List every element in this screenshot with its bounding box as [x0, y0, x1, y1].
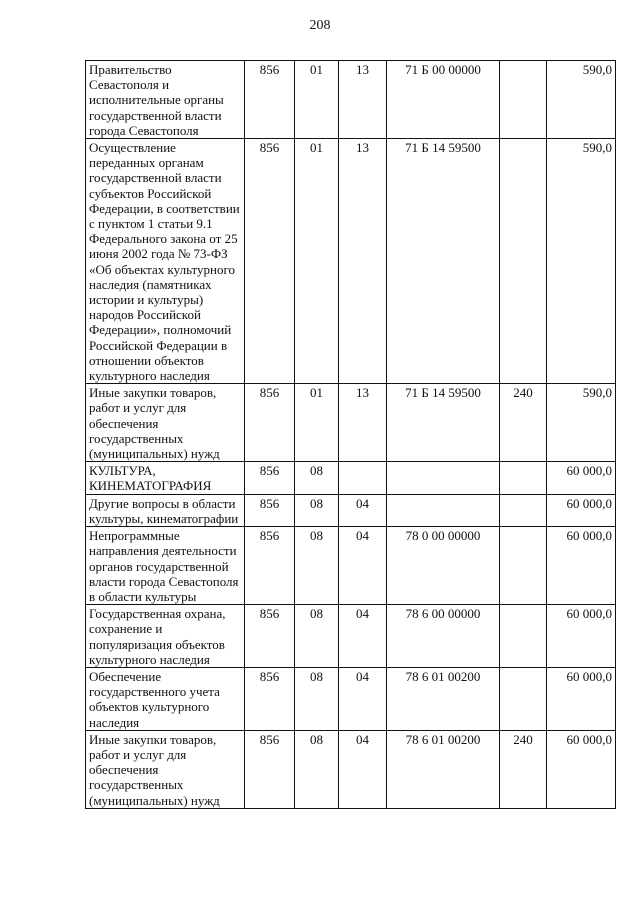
- table-row: [86, 462, 616, 494]
- section-code-cell: 08: [295, 527, 339, 605]
- table-row: [86, 527, 616, 605]
- section-code-cell: 08: [295, 667, 339, 730]
- expense-kind-cell: [500, 494, 547, 526]
- amount-cell: 590,0: [547, 384, 616, 462]
- table-row: [86, 384, 616, 462]
- target-article-cell: [387, 462, 500, 494]
- target-article-cell: 78 0 00 00000: [387, 527, 500, 605]
- subsection-code-cell: 04: [339, 605, 387, 668]
- section-code-cell: 08: [295, 494, 339, 526]
- ministry-code-cell: 856: [245, 730, 295, 808]
- ministry-code-cell: 856: [245, 605, 295, 668]
- budget-table: [85, 60, 616, 809]
- subsection-code-cell: [339, 462, 387, 494]
- expense-kind-cell: [500, 605, 547, 668]
- target-article-cell: 71 Б 14 59500: [387, 139, 500, 384]
- ministry-code-cell: 856: [245, 494, 295, 526]
- section-code-cell: 01: [295, 61, 339, 139]
- subsection-code-cell: 13: [339, 61, 387, 139]
- ministry-code-cell: 856: [245, 527, 295, 605]
- row-name-cell: Иные закупки товаров, работ и услуг для обеспечения государственных (муниципальных) нужд: [86, 730, 245, 808]
- amount-cell: 590,0: [547, 139, 616, 384]
- table-row: [86, 61, 616, 139]
- section-code-cell: 08: [295, 730, 339, 808]
- section-code-cell: 01: [295, 384, 339, 462]
- amount-cell: 60 000,0: [547, 527, 616, 605]
- subsection-code-cell: 04: [339, 667, 387, 730]
- expense-kind-cell: 240: [500, 730, 547, 808]
- table-row: [86, 730, 616, 808]
- row-name-cell: Иные закупки товаров, работ и услуг для обеспечения государственных (муниципальных) нужд: [86, 384, 245, 462]
- expense-kind-cell: [500, 61, 547, 139]
- target-article-cell: 71 Б 00 00000: [387, 61, 500, 139]
- ministry-code-cell: 856: [245, 667, 295, 730]
- subsection-code-cell: 13: [339, 139, 387, 384]
- ministry-code-cell: 856: [245, 61, 295, 139]
- subsection-code-cell: 13: [339, 384, 387, 462]
- subsection-code-cell: 04: [339, 527, 387, 605]
- ministry-code-cell: 856: [245, 384, 295, 462]
- row-name-cell: Другие вопросы в области культуры, кинематографии: [86, 494, 245, 526]
- ministry-code-cell: 856: [245, 462, 295, 494]
- row-name-cell: Правительство Севастополя и исполнительные органы государственной власти города Севастополя: [86, 61, 245, 139]
- target-article-cell: 71 Б 14 59500: [387, 384, 500, 462]
- section-code-cell: 08: [295, 605, 339, 668]
- table-row: [86, 139, 616, 384]
- amount-cell: 60 000,0: [547, 494, 616, 526]
- amount-cell: 60 000,0: [547, 605, 616, 668]
- section-code-cell: 01: [295, 139, 339, 384]
- expense-kind-cell: 240: [500, 384, 547, 462]
- table-row: [86, 494, 616, 526]
- budget-table-body: [86, 61, 616, 809]
- table-row: [86, 605, 616, 668]
- section-code-cell: 08: [295, 462, 339, 494]
- expense-kind-cell: [500, 527, 547, 605]
- row-name-cell: КУЛЬТУРА, КИНЕМАТОГРАФИЯ: [86, 462, 245, 494]
- target-article-cell: 78 6 01 00200: [387, 730, 500, 808]
- subsection-code-cell: 04: [339, 730, 387, 808]
- amount-cell: 60 000,0: [547, 730, 616, 808]
- page-number: 208: [309, 18, 331, 33]
- row-name-cell: Осуществление переданных органам государственной власти субъектов Российской Федерации, в соответствии с пунктом 1 статьи 9.1 Федерального закона от 25 июня 2002 года № 73-ФЗ «Об объектах культурного наследия (памятниках истории и культуры) народов Российской Федерации», полномочий Российской Федерации в отношении объектов культурного наследия: [86, 139, 245, 384]
- table-row: [86, 667, 616, 730]
- target-article-cell: [387, 494, 500, 526]
- ministry-code-cell: 856: [245, 139, 295, 384]
- target-article-cell: 78 6 01 00200: [387, 667, 500, 730]
- amount-cell: 60 000,0: [547, 462, 616, 494]
- amount-cell: 60 000,0: [547, 667, 616, 730]
- amount-cell: 590,0: [547, 61, 616, 139]
- expense-kind-cell: [500, 667, 547, 730]
- row-name-cell: Непрограммные направления деятельности органов государственной власти города Севастополя в области культуры: [86, 527, 245, 605]
- target-article-cell: 78 6 00 00000: [387, 605, 500, 668]
- expense-kind-cell: [500, 462, 547, 494]
- subsection-code-cell: 04: [339, 494, 387, 526]
- expense-kind-cell: [500, 139, 547, 384]
- row-name-cell: Государственная охрана, сохранение и популяризация объектов культурного наследия: [86, 605, 245, 668]
- row-name-cell: Обеспечение государственного учета объектов культурного наследия: [86, 667, 245, 730]
